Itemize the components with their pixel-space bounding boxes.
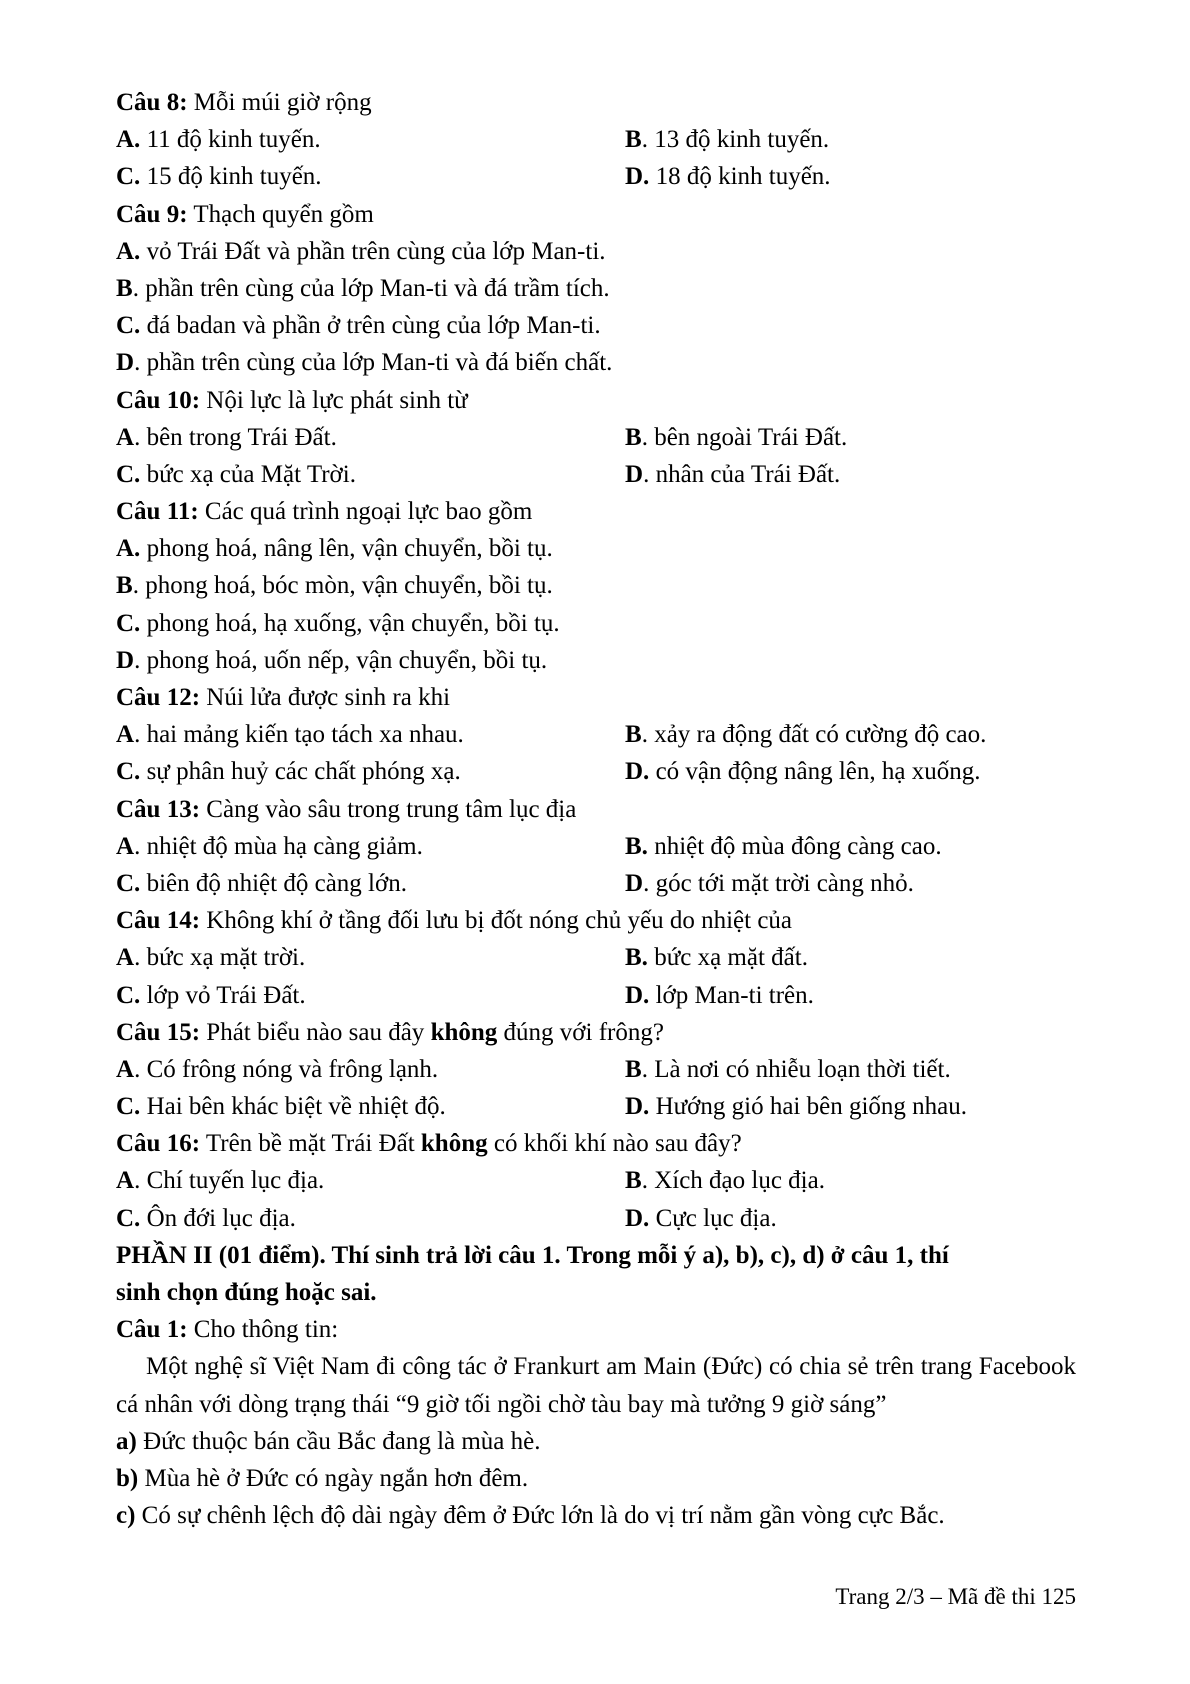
option-b: B. xảy ra động đất có cường độ cao.	[625, 721, 987, 749]
question-12: Câu 12: Núi lửa được sinh ra khi	[116, 684, 451, 711]
option-a: A. 11 độ kinh tuyến.	[116, 126, 321, 154]
question-9: Câu 9: Thạch quyển gồm	[116, 200, 374, 228]
option-b: B. nhiệt độ mùa đông càng cao.	[625, 832, 942, 860]
statement-a: a) Đức thuộc bán cầu Bắc đang là mùa hè.	[116, 1427, 541, 1455]
option-b: B. Xích đạo lục địa.	[625, 1167, 825, 1195]
answer-row	[116, 1200, 1076, 1237]
question-10: Câu 10: Nội lực là lực phát sinh từ	[116, 386, 468, 414]
option-a: A. bức xạ mặt trời.	[116, 944, 306, 972]
option-a: A. Chí tuyến lục địa.	[116, 1167, 325, 1195]
answer-row	[116, 456, 1076, 493]
option-b: B. 13 độ kinh tuyến.	[625, 126, 830, 154]
answer-row	[116, 716, 1076, 753]
question-14: Câu 14: Không khí ở tầng đối lưu bị đốt nóng chủ yếu do nhiệt của	[116, 907, 793, 935]
option-c: C. Hai bên khác biệt về nhiệt độ.	[116, 1093, 446, 1121]
section-heading: PHẦN II (01 điểm). Thí sinh trả lời câu 1. Trong mỗi ý a), b), c), d) ở câu 1, thí	[116, 1241, 949, 1269]
answer-row	[116, 1051, 1076, 1088]
section-heading-cont: sinh chọn đúng hoặc sai.	[116, 1279, 377, 1306]
option-d: D. 18 độ kinh tuyến.	[625, 163, 831, 191]
option-c: C. Ôn đới lục địa.	[116, 1204, 296, 1232]
answer-row	[116, 939, 1076, 976]
option-a: A. nhiệt độ mùa hạ càng giảm.	[116, 832, 423, 860]
question-13: Câu 13: Càng vào sâu trong trung tâm lục địa	[116, 795, 577, 823]
answer-row	[116, 158, 1076, 195]
option-c: C. bức xạ của Mặt Trời.	[116, 460, 356, 488]
option-d: D. phần trên cùng của lớp Man-ti và đá biến chất.	[116, 349, 613, 377]
answer-row	[116, 828, 1076, 865]
option-c: C. phong hoá, hạ xuống, vận chuyển, bồi tụ.	[116, 609, 560, 637]
answer-row	[116, 121, 1076, 158]
question-16: Câu 16: Trên bề mặt Trái Đất không có khối khí nào sau đây?	[116, 1130, 742, 1158]
option-d: D. Cực lục địa.	[625, 1204, 777, 1232]
answer-row	[116, 865, 1076, 902]
option-a: A. bên trong Trái Đất.	[116, 423, 337, 451]
answer-row	[116, 419, 1076, 456]
statement-c: c) Có sự chênh lệch độ dài ngày đêm ở Đức lớn là do vị trí nằm gần vòng cực Bắc.	[116, 1502, 945, 1530]
option-d: D. góc tới mặt trời càng nhỏ.	[625, 869, 914, 897]
option-a: A. phong hoá, nâng lên, vận chuyển, bồi tụ.	[116, 535, 553, 563]
option-c: C. sự phân huỷ các chất phóng xạ.	[116, 758, 461, 786]
option-c: C. 15 độ kinh tuyến.	[116, 163, 322, 191]
option-b: B. phong hoá, bóc mòn, vận chuyển, bồi tụ.	[116, 572, 553, 600]
part2-question-1: Câu 1: Cho thông tin:	[116, 1316, 339, 1344]
info-paragraph: Một nghệ sĩ Việt Nam đi công tác ở Frankurt am Main (Đức) có chia sẻ trên trang Facebook cá nhân với dòng trạng thái “9 giờ tối ngồi chờ tàu bay mà tưởng 9 giờ sáng”	[116, 1353, 1076, 1418]
option-d: D. nhân của Trái Đất.	[625, 460, 841, 488]
option-b: B. Là nơi có nhiễu loạn thời tiết.	[625, 1055, 951, 1083]
answer-row	[116, 1088, 1076, 1125]
option-a: A. hai mảng kiến tạo tách xa nhau.	[116, 721, 464, 749]
page-footer: Trang 2/3 – Mã đề thi 125	[835, 1584, 1076, 1609]
option-b: B. bên ngoài Trái Đất.	[625, 423, 848, 451]
option-c: C. đá badan và phần ở trên cùng của lớp Man-ti.	[116, 312, 601, 340]
option-d: D. phong hoá, uốn nếp, vận chuyển, bồi tụ.	[116, 646, 548, 674]
option-c: C. biên độ nhiệt độ càng lớn.	[116, 869, 407, 897]
option-d: D. lớp Man-ti trên.	[625, 981, 814, 1009]
answer-row	[116, 753, 1076, 790]
option-a: A. vỏ Trái Đất và phần trên cùng của lớp Man-ti.	[116, 237, 606, 265]
option-b: B. phần trên cùng của lớp Man-ti và đá trầm tích.	[116, 274, 610, 302]
question-8: Câu 8: Mỗi múi giờ rộng	[116, 89, 372, 116]
option-d: D. Hướng gió hai bên giống nhau.	[625, 1093, 968, 1121]
exam-page	[116, 84, 1076, 1534]
option-c: C. lớp vỏ Trái Đất.	[116, 981, 306, 1009]
answer-row	[116, 1162, 1076, 1199]
question-15: Câu 15: Phát biểu nào sau đây không đúng với frông?	[116, 1018, 664, 1046]
option-b: B. bức xạ mặt đất.	[625, 944, 808, 972]
answer-row	[116, 977, 1076, 1014]
option-d: D. có vận động nâng lên, hạ xuống.	[625, 758, 981, 786]
question-11: Câu 11: Các quá trình ngoại lực bao gồm	[116, 498, 533, 526]
statement-b: b) Mùa hè ở Đức có ngày ngắn hơn đêm.	[116, 1464, 529, 1492]
option-a: A. Có frông nóng và frông lạnh.	[116, 1055, 439, 1083]
